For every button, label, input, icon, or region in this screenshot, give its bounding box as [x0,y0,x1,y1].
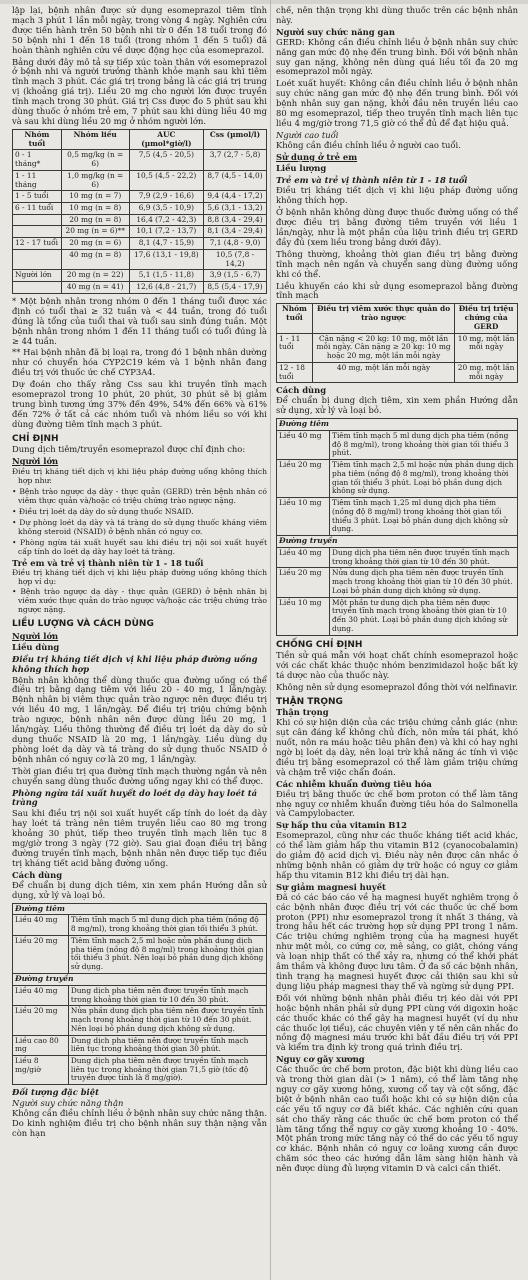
table-row [277,547,518,567]
table-row [13,226,267,238]
table-cell: 10 mg (n = 7) [61,191,129,203]
table-row [277,597,518,635]
subheading-magnesium: Sự giảm magnesi huyết [276,881,386,892]
subheading-adults: Người lớn [12,630,59,641]
table-cell: Liều 40 mg [277,547,330,567]
admin-table-pediatric [276,418,518,636]
table-cell: 12,6 (4,8 - 21,7) [129,282,203,294]
table-cell: 8,1 (3,4 - 29,4) [203,226,266,238]
pk-table [12,129,267,294]
table-cell: 12 - 17 tuổi [13,238,62,250]
footnote: Dự đoán cho thấy rằng Css sau khi truyền tĩnh mạch esomeprazol trong 10 phút, 20 phút, 30 phút sẽ bị giảm trung bình tương ứng 37% đến 49%, 54% đến 66% và 61% đến 72% ở tất cả các nhóm tuổi và nhóm liều so với khi dùng đường tiêm tĩnh mạch 3 phút. [12,379,267,429]
contra-paragraph: Tiền sử quá mẫn với hoạt chất chính esomeprazol hoặc với các chất khác thuộc nhóm benzimidazol hoặc bất kỳ tá dược nào của thuốc này. [276,650,518,680]
table-row [13,238,267,250]
list-item: • Phòng ngừa tái xuất huyết sau khi điều trị nội soi xuất huyết cấp tính do loét dạ dày hay loét tá tràng. [12,537,267,556]
table-cell [13,249,62,269]
table-cell [13,282,62,294]
table-cell: 20 mg (n = 6)** [61,226,129,238]
table-header-cell: Nhóm tuổi [277,304,313,333]
list-item: • Bệnh trào ngược dạ dày - thực quản (GERD) ở bệnh nhân bị viêm xước thực quản do trào ngược và/hoặc các triệu chứng trào ngược nặng. [12,587,267,615]
table-row [277,430,518,459]
subheading-peds-age: Trẻ em và trẻ vị thành niên từ 1 - 18 tuổi [276,174,468,185]
table-cell: 9,4 (4,4 - 17,2) [203,191,266,203]
table-row [13,150,267,170]
table-group-row [13,973,267,985]
table-cell: 1 - 11 tháng [13,170,62,190]
table-cell [13,226,62,238]
rebleed-paragraph: Sau khi điều trị nội soi xuất huyết cấp tính do loét dạ dày hay loét tá tràng nên tiêm truyền liều cao 80 mg trong khoảng 30 phút, tiếp theo truyền tĩnh mạch liên tục 8 mg/giờ trong 3 ngày (72 giờ). Sau giai đoạn điều trị bằng đường truyền tĩnh mạch, bệnh nhân nên được tiếp tục điều trị kháng tiết acid bằng đường uống. [12,808,267,868]
table-cell: Liều 40 mg [13,915,69,935]
table-group-row [277,418,518,430]
infection-paragraph: Điều trị bằng thuốc ức chế bơm proton có thể làm tăng nhẹ nguy cơ nhiễm khuẩn đường tiêu hóa do Salmonella và Campylobacter. [276,788,518,819]
table-cell: 8,1 (4,7 - 15,9) [129,238,203,250]
table-cell: 40 mg (n = 41) [61,282,129,294]
intro-paragraph: lập lại, bệnh nhân được sử dụng esomeprazol tiêm tĩnh mạch 3 phút 1 lần mỗi ngày, trong vòng 4 ngày. Nghiên cứu được tiến hành trên 50 bệnh nhi từ 0 đến 18 tuổi trong đó 50 bệnh nhi 1 đến 18 tuổi (trong nhóm 1 đến 5 tuổi) đã hoàn thành nghiên cứu về dược động học của esomeprazol. [12,6,267,55]
left-column [12,6,267,1274]
table-cell: Tiêm tĩnh mạch 5 ml dung dịch pha tiêm (nồng độ 8 mg/ml), trong khoảng thời gian tối thiểu 3 phút. [330,430,518,459]
table-row [13,249,267,269]
table-header-cell: Điều trị viêm xước thực quản do trào ngược [312,304,454,333]
table-header-cell: AUC (µmol*giờ/l) [129,129,203,149]
table-cell: Nửa dung dịch pha tiêm nên được truyền tĩnh mạch trong khoảng thời gian từ 10 đến 30 phút. Loại bỏ phần dung dịch không sử dụng. [330,568,518,597]
table-cell: 17,6 (13,1 - 19,8) [129,249,203,269]
table-row [13,270,267,282]
pediatric-paragraph: Ở bệnh nhân không dùng được thuốc đường uống có thể được điều trị bằng đường tiêm truyền với liều 1 lần/ngày, như là một phần của liệu trình điều trị GERD đầy đủ (xem liều trong bảng dưới đây). [276,207,518,247]
table-cell: Liều 40 mg [277,430,330,459]
contra-paragraph: Không nên sử dụng esomeprazol đồng thời với nelfinavir. [276,681,518,692]
table-row [13,282,267,294]
table-row [13,915,267,935]
table-cell: 3,9 (1,5 - 6,7) [203,270,266,282]
table-cell: 1 - 5 tuổi [13,191,62,203]
table-cell: Liều 20 mg [277,460,330,498]
table-row [13,191,267,203]
table-cell: Dung dịch pha tiêm nên được truyền tĩnh mạch liên tục trong khoảng thời gian 71,5 giờ (tốc độ truyền được tính là 8 mg/giờ). [68,1055,266,1084]
admin-table-body [277,418,518,635]
table-cell: 10 mg, một lần mỗi ngày [455,333,518,362]
magnesium-paragraph: Đã có các báo cáo về hạ magnesi huyết nghiêm trọng ở các bệnh nhân được điều trị với các thuốc ức chế bơm proton (PPI) như esomeprazol trong ít nhất 3 tháng, và trong hầu hết các trường hợp sử dụng PPI trong 1 năm. Các triệu chứng nghiêm trọng của hạ magnesi huyết như mệt mỏi, co cứng cơ, mê sảng, co giật, chóng váng và loạn nhịp thất có thể xảy ra, nhưng có thể khởi phát âm thầm và không được lưu tâm. Ở đa số các bệnh nhân, tình trạng hạ magnesi huyết được cải thiện sau khi sử dụng liệu pháp magnesi thay thế và ngừng sử dụng PPI. [276,891,518,991]
table-cell: 40 mg, một lần mỗi ngày [312,362,454,382]
subheading-infection: Các nhiễm khuẩn đường tiêu hóa [276,778,432,789]
table-cell: 8,5 (5,4 - 17,9) [203,282,266,294]
administration-paragraph: Để chuẩn bị dung dịch tiêm, xin xem phần Hướng dẫn sử dụng, xử lý và loại bỏ. [276,395,518,416]
subheading-caution: Thận trọng [276,707,329,718]
subheading-rebleed: Phòng ngừa tái xuất huyết do loét dạ dày hay loét tá tràng [12,787,258,808]
peds-dose-table [276,303,518,383]
table-group-row [277,536,518,548]
table-cell: Đường truyền [13,973,267,985]
table-cell: 6,9 (3,5 - 10,9) [129,203,203,215]
pk-table-body [13,150,267,294]
table-cell: Đường tiêm [13,903,267,915]
caution-paragraph: Khi có sự hiện diện của các triệu chứng cảnh giác (như: sụt cân đáng kể không chủ đích, nôn mửa tái phát, khó nuốt, nôn ra máu hoặc tiêu phân đen) và khi có hay nghi ngờ bị loét dạ dày, nên loại trừ khả năng ác tính vì việc điều trị bằng esomeprazol có thể làm giảm triệu chứng và chậm trễ việc chẩn đoán. [276,717,518,777]
section-heading-contraindications: CHỐNG CHỈ ĐỊNH [276,639,363,650]
admin-table-adults [12,903,267,1086]
table-header-row [277,304,518,333]
magnesium-paragraph: Đối với những bệnh nhân phải điều trị kéo dài với PPI hoặc bệnh nhân phải sử dụng PPI cùng với digoxin hoặc các thuốc khác có thể gây hạ magnesi huyết (ví dụ như các thuốc lợi tiểu), các chuyên viên y tế nên cân nhắc đo nồng độ magnesi máu trước khi bắt đầu điều trị với PPI và kiểm tra định kỳ trong quá trình điều trị. [276,992,518,1053]
table-row [277,568,518,597]
page-top-strip [0,0,528,4]
table-header-row [13,129,267,149]
table-cell: 7,1 (4,8 - 9,0) [203,238,266,250]
table-cell: Liều 8 mg/giờ [13,1055,69,1084]
table-cell [13,214,62,226]
dosage-paragraph: Bệnh nhân không thể dùng thuốc qua đường uống có thể điều trị bằng dạng tiêm với liều 20 - 40 mg, 1 lần/ngày. Bệnh nhân bị viêm thực quản trào ngược nên được điều trị với liều 40 mg, 1 lần/ngày. Để điều trị triệu chứng bệnh trào ngược, bệnh nhân nên được dùng liều 20 mg, 1 lần/ngày. Liều thông thường để điều trị loét dạ dày do sử dụng thuốc NSAID là 20 mg, 1 lần/ngày. Liều dùng dự phòng loét dạ dày và tá tràng do sử dụng thuốc NSAID ở bệnh nhân có nguy cơ là 20 mg, 1 lần/ngày. [12,674,267,764]
table-cell: Tiêm tĩnh mạch 2,5 ml hoặc nửa phần dung dịch pha tiêm (nồng độ 8 mg/ml), trong khoảng thời gian tối thiểu 3 phút. Loại bỏ phần dung dịch không sử dụng. [330,460,518,498]
b12-paragraph: Esomeprazol, cũng như các thuốc kháng tiết acid khác, có thể làm giảm hấp thu vitamin B12 (cyanocobalamin) do giảm độ acid dịch vị. Điều này nên được cân nhắc ở những bệnh nhân có giảm dự trữ hoặc có nguy cơ giảm hấp thu vitamin B12 khi điều trị dài hạn. [276,830,518,880]
table-cell: Dung dịch pha tiêm nên được truyền tĩnh mạch liên tục trong khoảng thời gian 30 phút. [68,1035,266,1055]
table-cell: 0,5 mg/kg (n = 6) [61,150,129,170]
table-cell: Dung dịch pha tiêm nên được truyền tĩnh mạch trong khoảng thời gian từ 10 đến 30 phút. [68,985,266,1005]
table-header-cell: Nhóm liều [61,129,129,149]
table-row [13,935,267,973]
hepatic-paragraph: GERD: Không cần điều chỉnh liều ở bệnh nhân suy chức năng gan mức độ nhẹ đến trung bình. Đối với bệnh nhân suy gan nặng, không nên dùng quá liều tối đa 20 mg esomeprazol mỗi ngày. [276,36,518,77]
table-cell: Nửa phần dung dịch pha tiêm nên được truyền tĩnh mạch trong khoảng thời gian từ 10 đến 30 phút. Nên loại bỏ phần dung dịch không sử dụng. [68,1006,266,1035]
table-cell: Một phần tư dung dịch pha tiêm nên được truyền tĩnh mạch trong khoảng thời gian từ 10 đến 30 phút. Loại bỏ phần dung dịch không sử dụng. [330,597,518,635]
list-item: Điều trị kháng tiết dịch vị khi liệu pháp đường uống không thích hợp như: [12,467,267,486]
dosage-paragraph: Thời gian điều trị qua đường tĩnh mạch thường ngắn và nên chuyển sang dùng thuốc đường uống ngay khi có thể được. [12,765,267,786]
subheading-special: Đối tượng đặc biệt [12,1087,99,1098]
table-cell: 5,6 (3,1 - 13,2) [203,203,266,215]
administration-paragraph: Để chuẩn bị dung dịch tiêm, xin xem phần Hướng dẫn sử dụng, xử lý và loại bỏ. [12,879,267,900]
table-row [13,985,267,1005]
subheading-renal: Người suy chức năng thận [12,1098,124,1109]
table-cell: Người lớn [13,270,62,282]
table-cell: 16,4 (7,2 - 42,3) [129,214,203,226]
subheading-dose: Liều dùng [12,641,60,652]
table-row [277,498,518,536]
table-cell: Liều 10 mg [277,498,330,536]
table-cell: 40 mg (n = 8) [61,249,129,269]
table-cell: 20 mg (n = 6) [61,238,129,250]
subheading-elderly: Người cao tuổi [276,129,339,140]
subheading-b12: Sự hấp thu của vitamin B12 [276,820,407,831]
list-item: • Bệnh trào ngược dạ dày - thực quản (GERD) trên bệnh nhân có viêm thực quản và/hoặc có triệu chứng trào ngược nặng. [12,487,267,505]
table-cell: 1 - 11 tuổi [277,333,313,362]
list-item: • Dự phòng loét dạ dày và tá tràng do sử dụng thuốc kháng viêm không steroid (NSAID) ở bệnh nhân có nguy cơ. [12,517,267,536]
list-item: Điều trị kháng tiết dịch vị khi liệu pháp đường uống không thích hợp ví dụ: [12,567,267,586]
right-column [276,6,518,1274]
table-row [13,170,267,190]
table-cell: 1,0 mg/kg (n = 6) [61,170,129,190]
table-row [13,1035,267,1055]
table-cell: Liều 10 mg [277,597,330,635]
renal-paragraph: Không cần điều chỉnh liều ở bệnh nhân suy chức năng thận. Do kinh nghiệm điều trị cho bệnh nhân suy thận nặng vẫn còn hạn [12,1107,267,1138]
list-item: • Điều trị loét dạ dày do sử dụng thuốc NSAID. [12,506,194,516]
table-cell: 6 - 11 tuổi [13,203,62,215]
subheading-administration: Cách dùng [12,869,63,880]
table-cell: Dung dịch pha tiêm nên được truyền tĩnh mạch trong khoảng thời gian từ 10 đến 30 phút. [330,547,518,567]
table-cell: 10,5 (4,5 - 22,2) [129,170,203,190]
table-cell: Tiêm tĩnh mạch 1,25 ml dung dịch pha tiêm (nồng độ 8 mg/ml) trong khoảng thời gian tối thiểu 3 phút. Loại bỏ phần dung dịch không sử dụng. [330,498,518,536]
subheading-dose: Liều lượng [276,162,327,173]
table-cell: Đường tiêm [277,418,518,430]
table-cell: Đường truyền [277,536,518,548]
table-cell: Liều 20 mg [13,1006,69,1035]
column-divider [270,0,271,1280]
table-cell: Cân nặng < 20 kg: 10 mg, một lần mỗi ngày. Cân nặng ≥ 20 kg: 10 mg hoặc 20 mg, một lần mỗi ngày [312,333,454,362]
table-cell: 10,1 (7,2 - 13,7) [129,226,203,238]
subheading-antisecretory: Điều trị kháng tiết dịch vị khi liệu pháp đường uống không thích hợp [12,653,258,674]
table-row [277,333,518,362]
table-row [13,1055,267,1084]
section-heading-indications: CHỈ ĐỊNH [12,433,59,444]
table-cell: 5,1 (1,5 - 11,8) [129,270,203,282]
hepatic-paragraph: Loét xuất huyết: Không cần điều chỉnh liều ở bệnh nhân suy chức năng gan mức độ nhẹ đến trung bình. Đối với bệnh nhân suy gan nặng, khởi đầu nên truyền liều cao 80 mg esomeprazol, tiếp theo truyền tĩnh mạch liên tục liều 4 mg/giờ trong 71,5 giờ có thể đủ để đạt hiệu quả. [276,78,518,128]
footnote: * Một bệnh nhân trong nhóm 0 đến 1 tháng tuổi được xác định có tuổi thai ≥ 32 tuần và < 44 tuần, trong đó tuổi đúng là tổng của tuổi thai và tuổi sau sinh đúng tuần. Một bệnh nhân trong nhóm 1 đến 11 tháng tuổi có tuổi đúng là ≥ 44 tuần. [12,295,267,346]
table-row [277,362,518,382]
table-cell: 7,5 (4,5 - 20,5) [129,150,203,170]
elderly-paragraph: Không cần điều chỉnh liều ở người cao tuổi. [276,139,461,150]
table-cell: Liều 20 mg [277,568,330,597]
footnote: ** Hai bệnh nhân đã bị loại ra, trong đó 1 bệnh nhân dường như có chuyển hóa CYP2C19 kém và 1 bệnh nhân đang điều trị với thuốc ức chế CYP3A4. [12,347,267,378]
table-header-cell: Css (µmol/l) [203,129,266,149]
table-header-cell: Nhóm tuổi [13,129,62,149]
peds-table-body [277,333,518,383]
table-header-cell: Điều trị triệu chứng của GERD [455,304,518,333]
table-group-row [13,903,267,915]
table-cell: 10 mg (n = 8) [61,203,129,215]
admin-table-body [13,903,267,1085]
intro-paragraph: Bảng dưới đây mô tả sự tiếp xúc toàn thân với esomeprazol ở bệnh nhi và người trưởng thành khỏe mạnh sau khi tiêm tĩnh mạch 3 phút. Các giá trị trong bảng là các giá trị trung vị (khoảng giá trị). Liều 20 mg cho người lớn được truyền tĩnh mạch trong 30 phút. Giá trị Css được đo 5 phút sau khi dùng thuốc ở nhóm trẻ em, 7 phút sau khi dùng liều 40 mg và sau khi dùng liều 20 mg ở nhóm người lớn. [12,56,267,126]
table-cell: 0 - 1 tháng* [13,150,62,170]
table-cell: Liều 40 mg [13,985,69,1005]
table-row [277,460,518,498]
table-cell: Tiêm tĩnh mạch 2,5 ml hoặc nửa phần dung dịch pha tiêm (nồng độ 8 mg/ml) trong khoảng thời gian tối thiểu 3 phút. Nên loại bỏ phần dung dịch không sử dụng. [68,935,266,973]
fracture-paragraph: Các thuốc ức chế bơm proton, đặc biệt khi dùng liều cao và trong thời gian dài (> 1 năm), có thể làm tăng nhẹ nguy cơ gãy xương hông, xương cổ tay và cột sống, đặc biệt ở bệnh nhân cao tuổi hoặc khi có sự hiện diện của các yếu tố nguy cơ đã biết khác. Các nghiên cứu quan sát cho thấy rằng các thuốc ức chế bơm proton có thể làm tăng tổng thể nguy cơ gãy xương khoảng 10 - 40%. Một phần trong mức tăng này có thể do các yếu tố nguy cơ khác. Bệnh nhân có nguy cơ loãng xương cần được chăm sóc theo các hướng dẫn lâm sàng hiện hành và nên được dùng đủ lượng vitamin D và calci cần thiết. [276,1064,518,1174]
table-cell: 12 - 18 tuổi [277,362,313,382]
table-cell: 3,7 (2,7 - 5,8) [203,150,266,170]
table-row [13,214,267,226]
subheading-fracture: Nguy cơ gãy xương [276,1054,365,1065]
subheading-pediatric: Sử dụng ở trẻ em [276,151,358,162]
table-cell: 20 mg (n = 22) [61,270,129,282]
section-heading-caution: THẬN TRỌNG [276,696,343,707]
table-cell: 10,5 (7,8 - 14,2) [203,249,266,269]
table-cell: 20 mg (n = 8) [61,214,129,226]
table-cell: 7,9 (2,9 - 16,6) [129,191,203,203]
subheading-administration: Cách dùng [276,385,327,396]
subheading-kids: Trẻ em và trẻ vị thành niên từ 1 - 18 tuổi [12,557,204,568]
table-cell: 20 mg, một lần mỗi ngày [455,362,518,382]
section-heading-dosage: LIỀU LƯỢNG VÀ CÁCH DÙNG [12,619,154,630]
subheading-adults: Người lớn [12,456,59,467]
table-cell: Liều 20 mg [13,935,69,973]
table-cell: 8,7 (4,5 - 14,0) [203,170,266,190]
table-cell: 8,8 (3,4 - 29,4) [203,214,266,226]
indications-intro: Dung dịch tiêm/truyền esomeprazol được chỉ định cho: [12,444,246,455]
continuation-paragraph: chế, nên thận trọng khi dùng thuốc trên các bệnh nhân này. [276,6,518,25]
table-cell: Tiêm tĩnh mạch 5 ml dung dịch pha tiêm (nồng độ 8 mg/ml), trong khoảng thời gian tối thiểu 3 phút. [68,915,266,935]
table-row [13,1006,267,1035]
pediatric-paragraph: Điều trị kháng tiết dịch vị khi liệu pháp đường uống không thích hợp. [276,185,518,206]
pediatric-paragraph: Liều khuyến cáo khi sử dụng esomeprazol bằng đường tĩnh mạch [276,280,518,301]
table-cell: Liều cao 80 mg [13,1035,69,1055]
table-row [13,203,267,215]
pediatric-paragraph: Thông thường, khoảng thời gian điều trị bằng đường tĩnh mạch nên ngắn và chuyển sang dùng đường uống khi có thể. [276,248,518,279]
subheading-hepatic: Người suy chức năng gan [276,26,395,37]
